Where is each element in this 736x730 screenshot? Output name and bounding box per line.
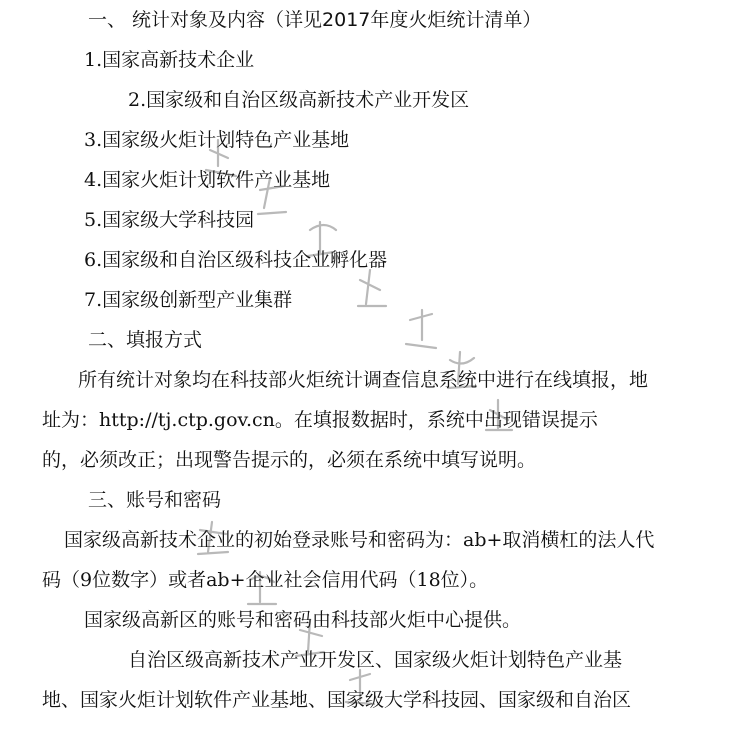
paragraph-line: 国家级高新区的账号和密码由科技部火炬中心提供。 <box>84 609 522 631</box>
paragraph-line: 所有统计对象均在科技部火炬统计调查信息系统中进行在线填报，地 <box>78 369 649 391</box>
paragraph-line: 址为：http://tj.ctp.gov.cn。在填报数据时，系统中出现错误提示 <box>42 409 598 431</box>
list-item: 2.国家级和自治区级高新技术产业开发区 <box>128 89 470 111</box>
section3-heading: 三、账号和密码 <box>88 489 222 511</box>
section1-heading: 一、 统计对象及内容（详见2017年度火炬统计清单） <box>88 9 542 31</box>
section2-heading: 二、填报方式 <box>88 329 203 351</box>
list-item: 1.国家高新技术企业 <box>84 49 255 71</box>
list-item: 3.国家级火炬计划特色产业基地 <box>84 129 350 151</box>
list-item: 5.国家级大学科技园 <box>84 209 255 231</box>
paragraph-line: 自治区级高新技术产业开发区、国家级火炬计划特色产业基 <box>128 649 623 671</box>
paragraph-line: 的，必须改正；出现警告提示的，必须在系统中填写说明。 <box>42 449 537 471</box>
paragraph-line: 国家级高新技术企业的初始登录账号和密码为：ab+取消横杠的法人代 <box>64 529 655 551</box>
list-item: 6.国家级和自治区级科技企业孵化器 <box>84 249 388 271</box>
paragraph-line: 码（9位数字）或者ab+企业社会信用代码（18位）。 <box>42 569 489 591</box>
paragraph-line: 地、国家火炬计划软件产业基地、国家级大学科技园、国家级和自治区 <box>42 689 632 711</box>
list-item: 4.国家火炬计划软件产业基地 <box>84 169 331 191</box>
list-item: 7.国家级创新型产业集群 <box>84 289 293 311</box>
